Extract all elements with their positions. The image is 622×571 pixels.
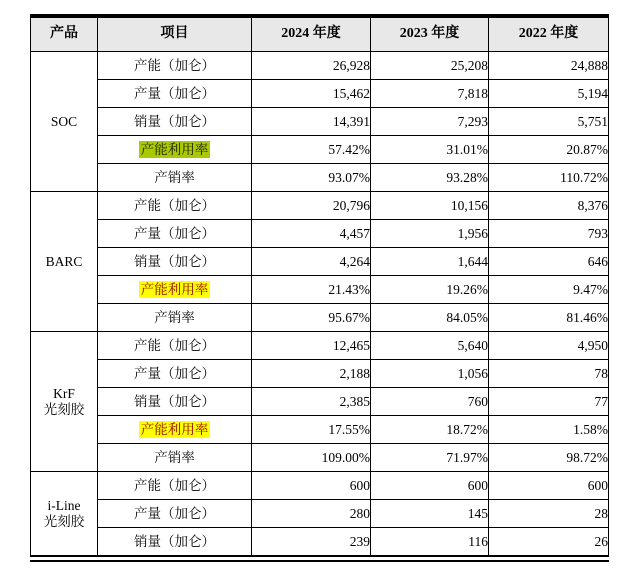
value-cell-y2022: 646: [489, 248, 609, 276]
highlighted-item-label: 产能利用率: [140, 422, 209, 438]
value-cell-y2022: 20.87%: [489, 136, 609, 164]
value-cell-y2023: 93.28%: [371, 164, 489, 192]
item-label-cell: 产能（加仑）: [98, 192, 252, 220]
production-capacity-table: [30, 14, 609, 562]
value-cell-y2024: 12,465: [252, 332, 371, 360]
value-cell-y2022: 110.72%: [489, 164, 609, 192]
product-name-line: SOC: [50, 113, 78, 129]
value-cell-y2023: 600: [371, 472, 489, 500]
value-cell-y2024: 2,188: [252, 360, 371, 388]
product-name-cell: [31, 52, 98, 192]
item-label-cell: [98, 136, 252, 164]
table-row: [31, 472, 609, 500]
item-label-cell: 销量（加仑）: [98, 108, 252, 136]
value-cell-y2024: 109.00%: [252, 444, 371, 472]
item-label-cell: 产量（加仑）: [98, 80, 252, 108]
value-cell-y2023: 25,208: [371, 52, 489, 80]
table-row: [31, 108, 609, 136]
value-cell-y2022: 4,950: [489, 332, 609, 360]
value-cell-y2024: 239: [252, 528, 371, 559]
value-cell-y2022: 81.46%: [489, 304, 609, 332]
item-label-cell: 产量（加仑）: [98, 220, 252, 248]
value-cell-y2024: 4,457: [252, 220, 371, 248]
product-name-line: 光刻胶: [43, 401, 85, 417]
value-cell-y2024: 21.43%: [252, 276, 371, 304]
item-label-cell: 销量（加仑）: [98, 248, 252, 276]
value-cell-y2023: 7,293: [371, 108, 489, 136]
column-header-item: 项目: [98, 16, 252, 52]
value-cell-y2022: 98.72%: [489, 444, 609, 472]
item-label-cell: 产能（加仑）: [98, 332, 252, 360]
value-cell-y2024: 93.07%: [252, 164, 371, 192]
value-cell-y2023: 18.72%: [371, 416, 489, 444]
value-cell-y2024: 4,264: [252, 248, 371, 276]
value-cell-y2023: 31.01%: [371, 136, 489, 164]
value-cell-y2024: 17.55%: [252, 416, 371, 444]
highlighted-item-label: 产能利用率: [140, 282, 209, 298]
value-cell-y2023: 5,640: [371, 332, 489, 360]
value-cell-y2022: 9.47%: [489, 276, 609, 304]
value-cell-y2023: 145: [371, 500, 489, 528]
table-row: [31, 276, 609, 304]
value-cell-y2023: 84.05%: [371, 304, 489, 332]
item-label-cell: [98, 276, 252, 304]
value-cell-y2022: 1.58%: [489, 416, 609, 444]
value-cell-y2023: 116: [371, 528, 489, 559]
product-name-cell: [31, 192, 98, 332]
value-cell-y2023: 1,956: [371, 220, 489, 248]
value-cell-y2023: 1,644: [371, 248, 489, 276]
item-label-cell: 产能（加仑）: [98, 52, 252, 80]
table-row: [31, 304, 609, 332]
item-label-cell: 产销率: [98, 304, 252, 332]
value-cell-y2024: 600: [252, 472, 371, 500]
value-cell-y2023: 10,156: [371, 192, 489, 220]
table-row: [31, 220, 609, 248]
table-body: [31, 52, 609, 559]
product-name-line: 光刻胶: [43, 513, 85, 529]
table-row: [31, 80, 609, 108]
value-cell-y2022: 28: [489, 500, 609, 528]
value-cell-y2023: 760: [371, 388, 489, 416]
value-cell-y2024: 20,796: [252, 192, 371, 220]
value-cell-y2023: 1,056: [371, 360, 489, 388]
table-row: [31, 388, 609, 416]
table-row: [31, 52, 609, 80]
table-row: [31, 444, 609, 472]
header-row: [31, 16, 609, 52]
item-label-cell: 产量（加仑）: [98, 500, 252, 528]
table-row: [31, 332, 609, 360]
value-cell-y2024: 14,391: [252, 108, 371, 136]
product-name-cell: [31, 332, 98, 472]
table-row: [31, 416, 609, 444]
value-cell-y2023: 71.97%: [371, 444, 489, 472]
value-cell-y2022: 8,376: [489, 192, 609, 220]
value-cell-y2024: 95.67%: [252, 304, 371, 332]
value-cell-y2022: 600: [489, 472, 609, 500]
item-label-cell: 销量（加仑）: [98, 528, 252, 559]
value-cell-y2024: 57.42%: [252, 136, 371, 164]
item-label-cell: 产销率: [98, 164, 252, 192]
table-row: [31, 500, 609, 528]
column-header-y2022: 2022 年度: [489, 16, 609, 52]
column-header-y2024: 2024 年度: [252, 16, 371, 52]
value-cell-y2023: 19.26%: [371, 276, 489, 304]
value-cell-y2022: 77: [489, 388, 609, 416]
value-cell-y2023: 7,818: [371, 80, 489, 108]
item-label-cell: 销量（加仑）: [98, 388, 252, 416]
product-name-line: KrF: [53, 385, 75, 401]
value-cell-y2022: 793: [489, 220, 609, 248]
table-row: [31, 360, 609, 388]
value-cell-y2024: 15,462: [252, 80, 371, 108]
column-header-y2023: 2023 年度: [371, 16, 489, 52]
item-label-cell: 产量（加仑）: [98, 360, 252, 388]
value-cell-y2022: 24,888: [489, 52, 609, 80]
value-cell-y2024: 26,928: [252, 52, 371, 80]
highlighted-item-label: 产能利用率: [140, 142, 209, 158]
value-cell-y2022: 78: [489, 360, 609, 388]
table-row: [31, 528, 609, 559]
table-row: [31, 192, 609, 220]
table-header: [31, 16, 609, 52]
column-header-product: 产品: [31, 16, 98, 52]
value-cell-y2022: 5,194: [489, 80, 609, 108]
product-name-line: BARC: [45, 253, 83, 269]
product-name-cell: [31, 472, 98, 559]
item-label-cell: 产销率: [98, 444, 252, 472]
value-cell-y2022: 5,751: [489, 108, 609, 136]
value-cell-y2022: 26: [489, 528, 609, 559]
table-row: [31, 164, 609, 192]
table-row: [31, 136, 609, 164]
value-cell-y2024: 280: [252, 500, 371, 528]
item-label-cell: 产能（加仑）: [98, 472, 252, 500]
item-label-cell: [98, 416, 252, 444]
value-cell-y2024: 2,385: [252, 388, 371, 416]
product-name-line: i-Line: [47, 497, 81, 513]
table-row: [31, 248, 609, 276]
